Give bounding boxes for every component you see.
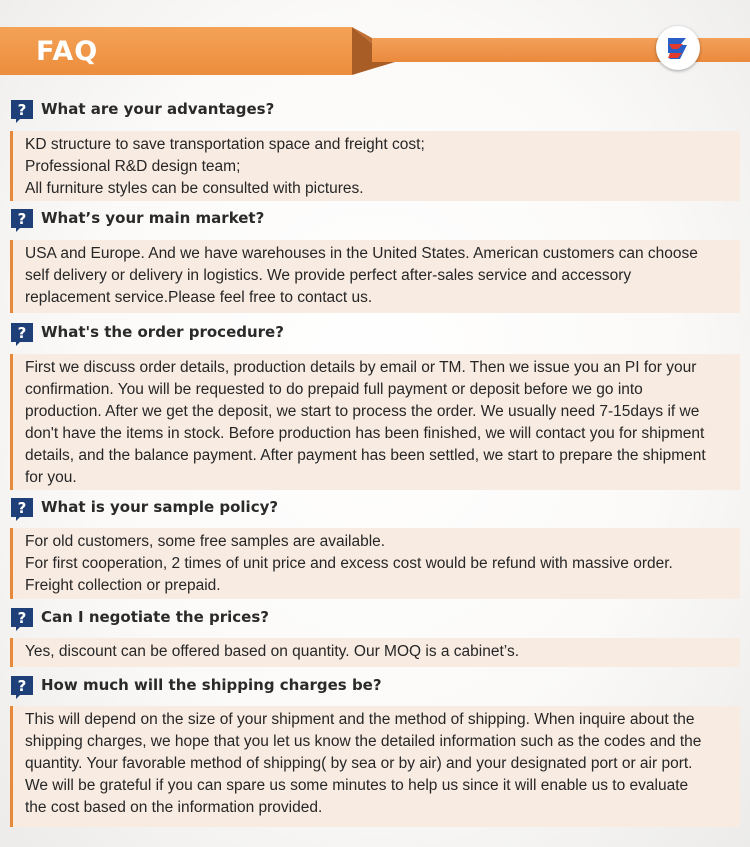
brand-logo-icon [656, 26, 700, 70]
faq-answer-line: replacement service.Please feel free to contact us. [25, 289, 373, 306]
faq-answer-box [10, 706, 740, 827]
faq-answer-line: Professional R&D design team; [25, 158, 241, 175]
faq-answer-line: For old customers, some free samples are available. [25, 533, 386, 550]
faq-answer-line: For first cooperation, 2 times of unit price and excess cost would be refund with massive order. [25, 555, 673, 572]
faq-answer-line: KD structure to save transportation space and freight cost; [25, 136, 425, 153]
svg-text:?: ? [17, 324, 27, 342]
faq-question: What is your sample policy? [41, 498, 279, 516]
faq-answer-box [10, 240, 740, 313]
faq-question: What's the order procedure? [41, 323, 284, 341]
faq-answer-line: production. After we get the deposit, we start to process the order. We usually need 7-15days if we [25, 403, 700, 420]
svg-text:?: ? [17, 609, 27, 627]
faq-answer-line: self delivery or delivery in logistics. We provide perfect after-sales service and accessory [25, 267, 632, 284]
faq-title: FAQ [36, 36, 99, 67]
faq-answer-line: We will be grateful if you can spare us some minutes to help us since it will enable us to evaluate [25, 777, 689, 794]
faq-answer-box [10, 638, 740, 667]
faq-answer-line: quantity. Your favorable method of shipping( by sea or by air) and your designated port or air port. [25, 755, 693, 772]
header-banner [0, 0, 750, 90]
question-mark-icon [10, 607, 34, 629]
faq-question: How much will the shipping charges be? [41, 676, 382, 694]
faq-question: What are your advantages? [41, 100, 275, 118]
question-mark-icon [10, 322, 34, 344]
faq-answer-box [10, 131, 740, 201]
faq-header [0, 0, 750, 90]
faq-answer-box [10, 528, 740, 599]
faq-answer-line: for you. [25, 469, 77, 486]
question-mark-icon [10, 208, 34, 230]
faq-question: What’s your main market? [41, 209, 265, 227]
svg-text:?: ? [17, 499, 27, 517]
faq-answer-line: All furniture styles can be consulted with pictures. [25, 180, 364, 197]
svg-text:?: ? [17, 101, 27, 119]
faq-answer-line: confirmation. You will be requested to do prepaid full payment or deposit before we go into [25, 381, 643, 398]
svg-text:?: ? [17, 210, 27, 228]
faq-answer-box [10, 354, 740, 490]
faq-question: Can I negotiate the prices? [41, 608, 269, 626]
faq-answer-line: details, and the balance payment. After payment has been settled, we start to prepare the shipment [25, 447, 706, 464]
faq-answer-line: Yes, discount can be offered based on quantity. Our MOQ is a cabinet’s. [25, 643, 520, 660]
faq-answer-line: the cost based on the information provided. [25, 799, 323, 816]
faq-answer-line: shipping charges, we hope that you let us know the detailed information such as the codes and the [25, 733, 702, 750]
faq-answer-line: Freight collection or prepaid. [25, 577, 221, 594]
faq-answer-line: This will depend on the size of your shipment and the method of shipping. When inquire about the [25, 711, 695, 728]
question-mark-icon [10, 99, 34, 121]
question-mark-icon [10, 675, 34, 697]
svg-text:?: ? [17, 677, 27, 695]
faq-answer-line: don't have the items in stock. Before production has been finished, we will contact you for shipment [25, 425, 705, 442]
faq-answer-line: USA and Europe. And we have warehouses in the United States. American customers can choose [25, 245, 698, 262]
faq-answer-line: First we discuss order details, production details by email or TM. Then we issue you an PI for your [25, 359, 697, 376]
question-mark-icon [10, 497, 34, 519]
